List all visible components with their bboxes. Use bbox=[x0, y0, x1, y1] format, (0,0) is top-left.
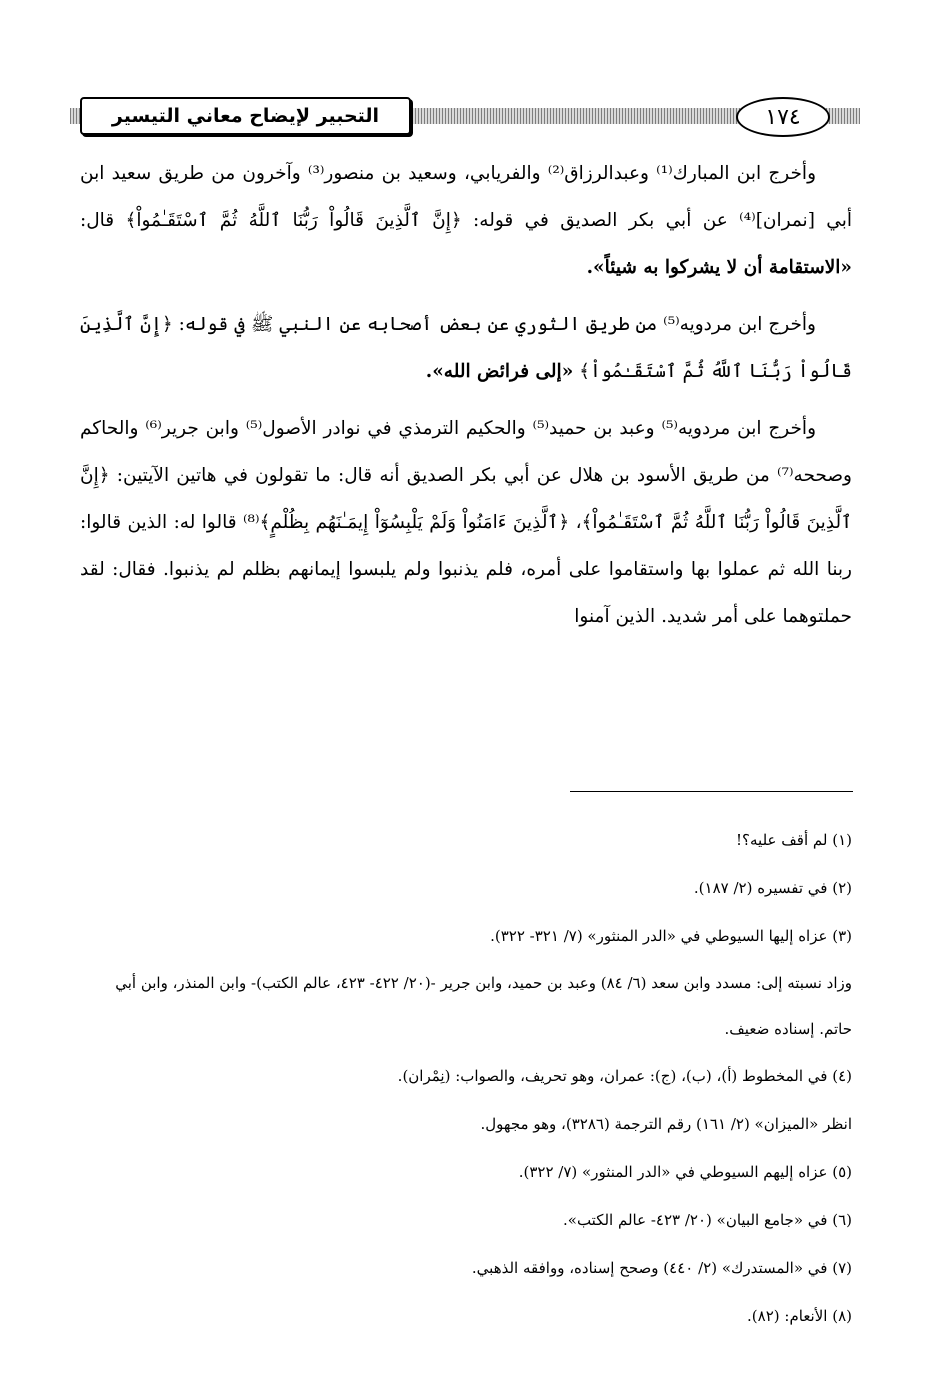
footnote-2: (٢) في تفسيره (٢/ ١٨٧). bbox=[693, 879, 852, 897]
footnote-5: (٥) عزاه إليهم السيوطي في «الدر المنثور» (٧/ ٣٢٢). bbox=[518, 1163, 852, 1181]
footnote-separator bbox=[570, 791, 853, 792]
footnote-4-continuation: انظر «الميزان» (٢/ ١٦١) رقم الترجمة (٣٢٨٦)، وهو مجهول. bbox=[480, 1115, 852, 1133]
main-text bbox=[80, 150, 852, 650]
footnote-3-continuation: وزاد نسبته إلى: مسدد وابن سعد (٦/ ٨٤) وعبد بن حميد، وابن جرير -(٢٠/ ٤٢٢- ٤٢٣، عالم الكتب)- وابن المنذر، وابن أبي حاتم. إسناده ضعيف. bbox=[115, 974, 852, 1038]
paragraph-1 bbox=[80, 150, 852, 291]
book-title: التحبير لإيضاح معاني التيسير bbox=[111, 105, 380, 127]
footnotes bbox=[80, 816, 852, 1340]
footnote-7: (٧) في «المستدرك» (٢/ ٤٤٠) وصحح إسناده، ووافقه الذهبي. bbox=[471, 1259, 852, 1277]
paragraph-text: وأخرج ابن مردويه⁽⁵⁾ من طريق الثوري عن بعض أصحابه عن النبي ﷺ في قوله: ﴿إِنَّ ٱلَّذِينَ قَالُواْ رَبُّنَا ٱللَّهُ ثُمَّ ٱسْتَقَـٰمُواْ﴾ bbox=[80, 314, 852, 382]
page-number-badge bbox=[736, 97, 830, 137]
footnote-6: (٦) في «جامع البيان» (٢٠/ ٤٢٣- عالم الكتب». bbox=[563, 1211, 852, 1229]
paragraph-quote: «إلى فرائض الله». bbox=[425, 361, 574, 382]
paragraph-quote: «الاستقامة أن لا يشركوا به شيئاً». bbox=[586, 257, 852, 278]
paragraph-2 bbox=[80, 301, 852, 395]
running-title bbox=[80, 97, 411, 135]
footnote-3: (٣) عزاه إليها السيوطي في «الدر المنثور» (٧/ ٣٢١- ٣٢٢). bbox=[490, 927, 852, 945]
page-number: ١٧٤ bbox=[765, 104, 801, 130]
page-header bbox=[70, 94, 860, 134]
footnote-4: (٤) في المخطوط (أ)، (ب)، (ج): عمران، وهو تحريف، والصواب: (نِمْران). bbox=[397, 1067, 852, 1085]
footnote-8: (٨) الأنعام: (٨٢). bbox=[747, 1307, 852, 1325]
paragraph-3 bbox=[80, 405, 852, 640]
paragraph-text: وأخرج ابن مردويه⁽⁵⁾ وعبد بن حميد⁽⁵⁾ والحكيم الترمذي في نوادر الأصول⁽⁵⁾ وابن جرير⁽⁶⁾ والحاكم وصححه⁽⁷⁾ من طريق الأسود بن هلال عن أبي بكر الصديق أنه قال: ما تقولون في هاتين الآيتين: ﴿إِنَّ ٱلَّذِينَ قَالُواْ رَبُّنَا ٱللَّهُ ثُمَّ ٱسْتَقَـٰمُواْ﴾، ﴿ٱلَّذِينَ ءَامَنُواْ وَلَمْ يَلْبِسُوٓاْ إِيمَـٰنَهُم بِظُلْمٍ﴾⁽⁸⁾ قالوا له: الذين قالوا: ربنا الله ثم عملوا بها واستقاموا على أمره، فلم يذنبوا ولم يلبسوا إيمانهم بظلم لم يذنبوا. فقال: لقد حملتوهما على أمر شديد. الذين آمنوا bbox=[80, 418, 852, 627]
paragraph-text: وأخرج ابن المبارك⁽¹⁾ وعبدالرزاق⁽²⁾ والفريابي، وسعيد بن منصور⁽³⁾ وآخرون من طريق سعيد ابن أبي [نمران]⁽⁴⁾ عن أبي بكر الصديق في قوله: ﴿إِنَّ ٱلَّذِينَ قَالُواْ رَبُّنَا ٱللَّهُ ثُمَّ ٱسْتَقَـٰمُواْ﴾ قال: bbox=[80, 163, 852, 231]
footnote-1: (١) لم أقف عليه؟! bbox=[736, 831, 852, 849]
